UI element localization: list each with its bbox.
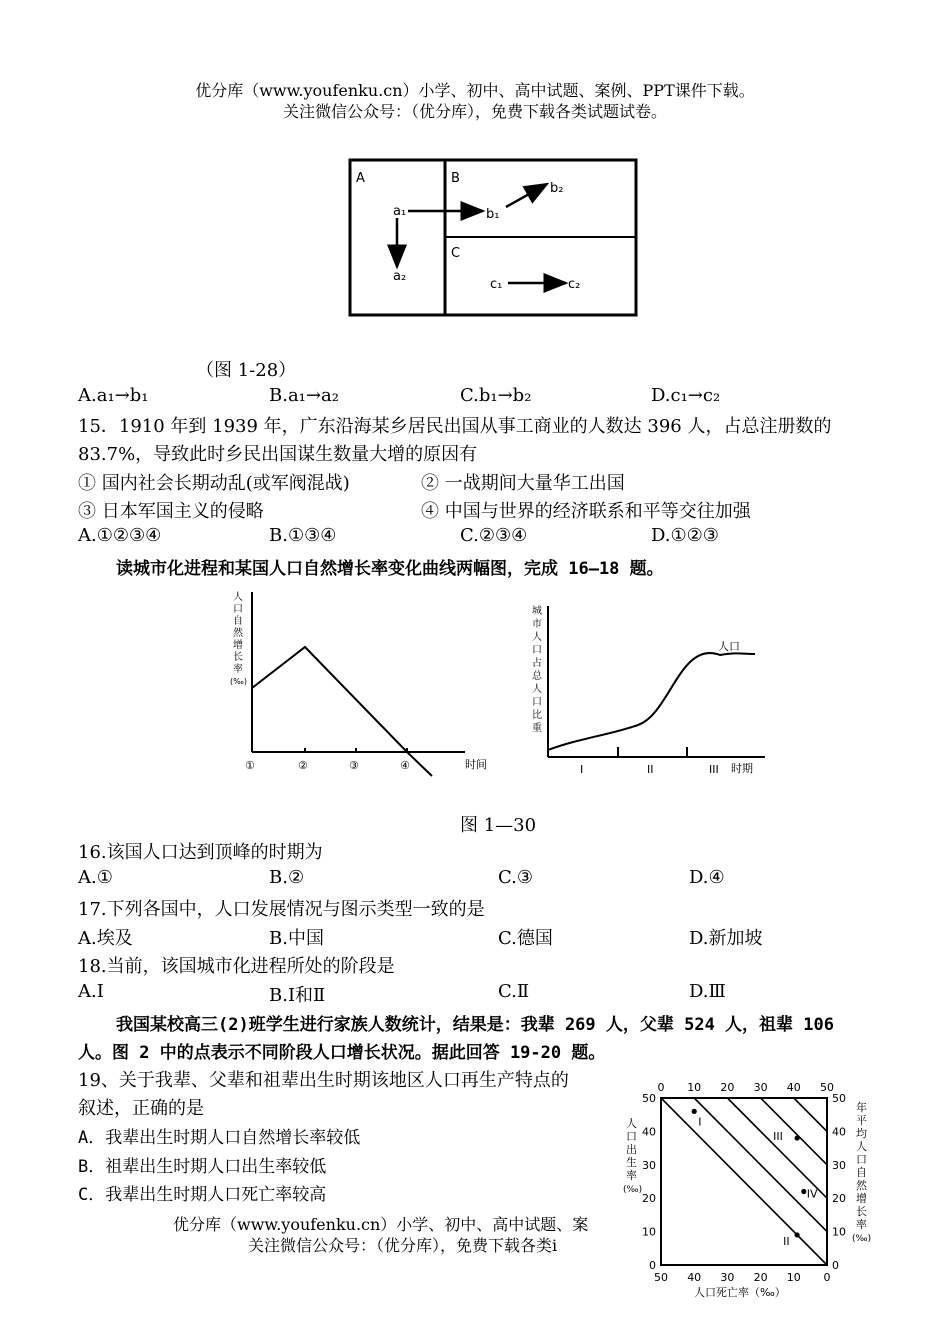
right-chart-xlabel: 时期: [731, 762, 753, 775]
ylabel-char: 均: [856, 1127, 867, 1140]
data-point-label: III: [773, 1130, 783, 1144]
ylabel-char: 口: [532, 697, 542, 708]
label-b2: b₂: [550, 181, 564, 196]
label-c1: c₁: [490, 277, 503, 292]
intro-16-18: 读城市化进程和某国人口自然增长率变化曲线两幅图，完成 16—18 题。: [116, 559, 664, 579]
tick-label-1: ①: [245, 759, 255, 772]
figure-1-30-caption: 图 1—30: [460, 815, 537, 836]
ylabel-char: 占: [532, 658, 542, 669]
growth-rate-curve: [252, 647, 432, 776]
figure-2-xlabel: 人口死亡率（‰）: [694, 1286, 786, 1299]
data-point-label: IV: [806, 1187, 818, 1201]
q17-option-a: A.埃及: [78, 928, 133, 949]
right-tick-label: 50: [832, 1092, 846, 1105]
q16-option-d: D.④: [689, 867, 725, 888]
top-tick-label: 50: [820, 1081, 834, 1094]
q19-stem-line-2: 叙述，正确的是: [78, 1098, 204, 1119]
right-tick-label: 30: [832, 1158, 846, 1172]
ylabel-char: 长: [233, 652, 243, 663]
header-line-1: 优分库（www.youfenku.cn）小学、初中、高中试题、案例、PPT课件下载。: [195, 81, 755, 100]
q15-option-b: B.①③④: [269, 525, 337, 546]
ylabel-char: 人: [856, 1140, 867, 1153]
ylabel-char: (‰): [852, 1234, 872, 1244]
right-tick-label: 20: [832, 1192, 846, 1206]
q16-option-b: B.②: [269, 867, 305, 888]
ylabel-char: 口: [233, 604, 243, 615]
q15-option-c: C.②③④: [460, 525, 528, 546]
header-line-2: 关注微信公众号：（优分库），免费下载各类试题试卷。: [282, 102, 667, 121]
data-point: [795, 1135, 800, 1140]
label-a2: a₂: [393, 269, 407, 284]
q16-stem: 16.该国人口达到顶峰的时期为: [78, 842, 323, 863]
q19-option-c: C．我辈出生时期人口死亡率较高: [78, 1185, 327, 1205]
left-tick-label: 0: [649, 1259, 656, 1272]
data-point-label: II: [783, 1234, 790, 1248]
q19-option-a: A．我辈出生时期人口自然增长率较低: [78, 1128, 361, 1148]
ylabel-char: 口: [626, 1130, 637, 1143]
q18-option-b: B.Ⅰ和Ⅱ: [269, 985, 326, 1006]
ylabel-char: 平: [856, 1114, 867, 1127]
left-tick-label: 20: [642, 1192, 656, 1206]
right-tick-label: 0: [832, 1259, 839, 1272]
bottom-tick-label: 10: [786, 1271, 801, 1284]
ylabel-char: (‰): [623, 1185, 643, 1195]
data-point: [795, 1232, 800, 1237]
left-tick-label: 40: [642, 1125, 656, 1139]
label-B: B: [451, 171, 460, 186]
q17-stem: 17.下列各国中，人口发展情况与图示类型一致的是: [78, 899, 485, 920]
ylabel-char: 增: [233, 640, 243, 651]
ylabel-char: 口: [856, 1153, 867, 1166]
q19-stem-line-1: 19、关于我辈、父辈和祖辈出生时期该地区人口再生产特点的: [78, 1070, 569, 1091]
left-tick-label: 50: [642, 1092, 656, 1105]
q17-option-c: C.德国: [498, 928, 553, 949]
ylabel-char: 生: [626, 1156, 637, 1169]
ylabel-char: 然: [856, 1179, 867, 1192]
left-tick-label: 30: [642, 1158, 656, 1172]
q15-item-4: ④ 中国与世界的经济联系和平等交往加强: [421, 501, 751, 522]
ylabel-char: 长: [856, 1205, 867, 1218]
label-b1: b₁: [486, 207, 500, 222]
ylabel-char: 人: [532, 684, 542, 695]
right-tick-label: 40: [832, 1125, 846, 1139]
q15-stem-line-2: 83.7%，导致此时乡民出国谋生数量大增的原因有: [78, 444, 478, 465]
ylabel-char: 总: [532, 671, 542, 682]
figure-2-left-ylabel: [623, 1117, 642, 1195]
q18-option-a: A.Ⅰ: [78, 981, 104, 1002]
ylabel-char: 自: [856, 1166, 867, 1179]
ylabel-char: 出: [626, 1143, 637, 1156]
ylabel-char: 重: [532, 723, 542, 734]
left-chart-xlabel: 时间: [465, 758, 487, 771]
q17-option-b: B.中国: [269, 928, 324, 949]
ylabel-char: 市: [532, 619, 542, 630]
q17-option-d: D.新加坡: [689, 928, 763, 949]
top-tick-label: 0: [657, 1081, 665, 1094]
data-point-label: I: [698, 1115, 702, 1129]
q18-option-c: C.Ⅱ: [498, 981, 530, 1002]
ylabel-char: 率: [233, 664, 243, 675]
q14-option-a: A.a₁→b₁: [78, 385, 149, 406]
ylabel-char: 率: [626, 1169, 637, 1182]
q16-option-c: C.③: [498, 867, 533, 888]
left-chart-ylabel: [230, 590, 247, 686]
footer-line-2: 关注微信公众号：（优分库），免费下载各类i: [248, 1236, 558, 1255]
label-C: C: [451, 246, 461, 261]
tick-label-4: ④: [400, 759, 410, 772]
bottom-tick-label: 30: [720, 1271, 735, 1284]
ylabel-char: 然: [233, 628, 243, 639]
label-A: A: [356, 171, 365, 186]
ylabel-char: (‰): [230, 677, 247, 686]
q15-option-d: D.①②③: [651, 525, 719, 546]
label-c2: c₂: [568, 277, 581, 292]
ylabel-char: 人: [532, 632, 542, 643]
q18-stem: 18.当前，该国城市化进程所处的阶段是: [78, 956, 395, 977]
bottom-tick-label: 0: [823, 1271, 831, 1284]
bottom-tick-label: 20: [753, 1271, 768, 1284]
q14-option-b: B.a₁→a₂: [269, 385, 339, 406]
right-chart-ylabel: [532, 604, 543, 734]
figure-2-right-ylabel: [852, 1100, 871, 1244]
figure-1-28: [340, 150, 650, 325]
bottom-tick-label: 40: [687, 1271, 702, 1284]
ylabel-char: 城: [532, 606, 542, 617]
left-tick-label: 10: [642, 1225, 656, 1239]
ylabel-char: 自: [233, 616, 243, 627]
stage-label-2: II: [647, 763, 654, 776]
q14-option-d: D.c₁→c₂: [651, 385, 721, 406]
ylabel-char: 年: [856, 1101, 867, 1114]
figure-2: [618, 1074, 908, 1334]
ylabel-char: 人: [626, 1117, 637, 1130]
figure-1-28-caption: （图 1-28）: [196, 360, 297, 381]
label-a1: a₁: [393, 204, 407, 219]
ylabel-char: 比: [532, 710, 542, 721]
q15-option-a: A.①②③④: [78, 525, 162, 546]
ylabel-char: 口: [532, 645, 542, 656]
top-tick-label: 40: [786, 1081, 801, 1094]
tick-label-2: ②: [298, 759, 308, 772]
q19-option-b: B．祖辈出生时期人口出生率较低: [78, 1157, 327, 1177]
top-tick-label: 30: [753, 1081, 768, 1094]
q18-option-d: D.Ⅲ: [689, 981, 726, 1002]
footer-line-1: 优分库（www.youfenku.cn）小学、初中、高中试题、案: [173, 1215, 589, 1234]
figure-1-30-left: [225, 588, 500, 778]
ylabel-char: 增: [856, 1192, 867, 1205]
curve-label: 人口: [718, 640, 740, 653]
q15-stem-line-1: 15．1910 年到 1939 年，广东沿海某乡居民出国从事工商业的人数达 396 人，占总注册数的: [78, 416, 832, 437]
urbanization-curve: [548, 653, 755, 750]
intro-19-20-line-1: 我国某校高三(2)班学生进行家族人数统计，结果是：我辈 269 人，父辈 524 人，祖辈 106: [116, 1015, 834, 1035]
q15-item-2: ② 一战期间大量华工出国: [421, 473, 625, 494]
top-tick-label: 20: [720, 1081, 735, 1094]
bottom-tick-label: 50: [654, 1271, 668, 1284]
ylabel-char: 人: [233, 592, 243, 603]
right-tick-label: 10: [832, 1225, 846, 1239]
stage-label-3: III: [709, 763, 719, 776]
tick-label-3: ③: [349, 759, 359, 772]
q15-item-3: ③ 日本军国主义的侵略: [78, 501, 264, 522]
arrow-b1-b2: [506, 184, 547, 207]
q14-option-c: C.b₁→b₂: [460, 385, 532, 406]
top-tick-label: 10: [687, 1081, 702, 1094]
figure-1-30-right: [520, 600, 770, 780]
ylabel-char: 率: [856, 1218, 867, 1231]
stage-label-1: I: [580, 763, 584, 776]
q15-item-1: ① 国内社会长期动乱(或军阀混战): [78, 473, 350, 494]
data-point: [692, 1109, 697, 1114]
q16-option-a: A.①: [78, 867, 113, 888]
intro-19-20-line-2: 人。图 2 中的点表示不同阶段人口增长状况。据此回答 19-20 题。: [78, 1043, 606, 1063]
data-point: [801, 1189, 806, 1194]
